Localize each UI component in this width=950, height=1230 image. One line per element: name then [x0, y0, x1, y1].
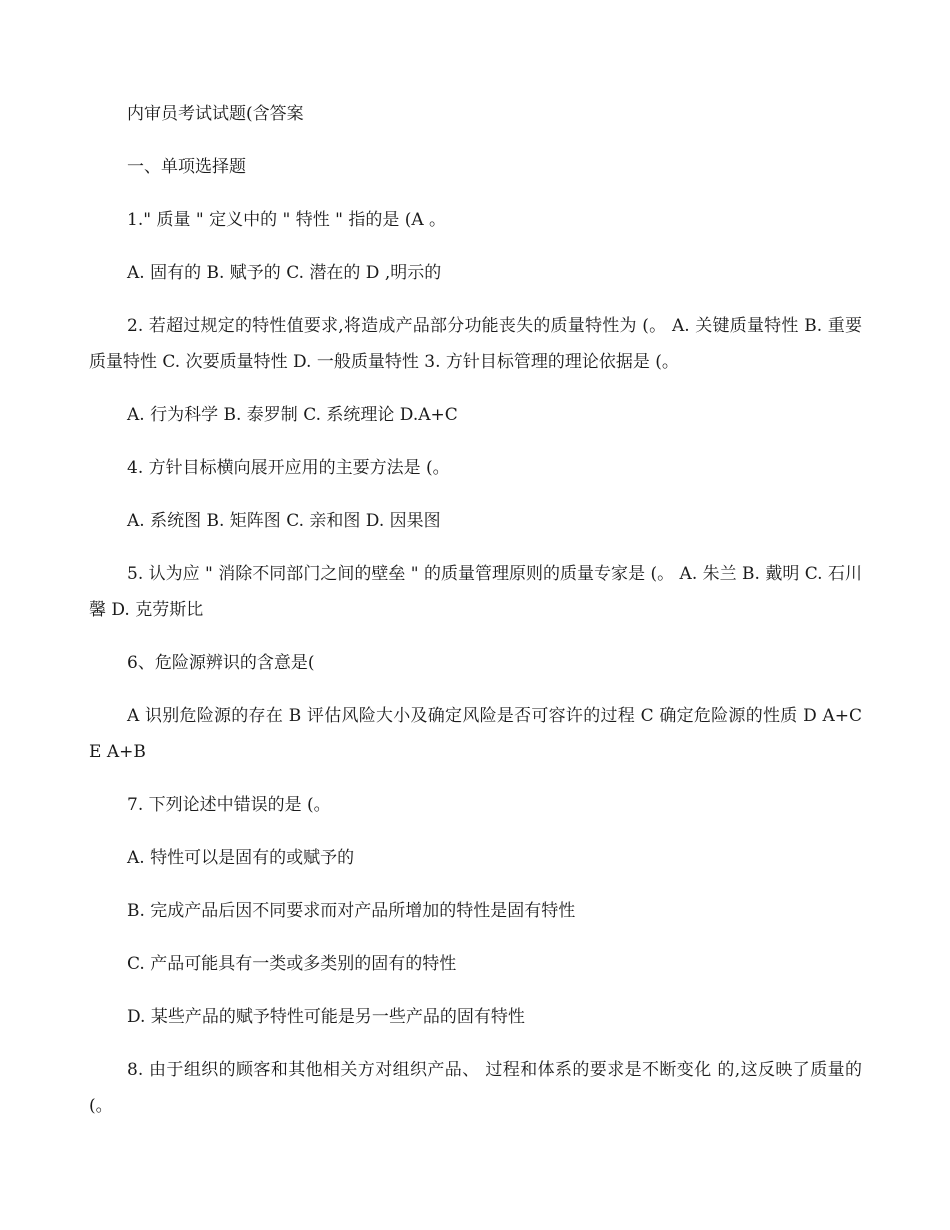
question-7-option-b: B. 完成产品后因不同要求而对产品所增加的特性是固有特性: [127, 901, 576, 921]
document-body: [89, 96, 862, 1141]
question-3-options: A. 行为科学 B. 泰罗制 C. 系统理论 D.A+C: [127, 405, 458, 425]
question-8: 8. 由于组织的顾客和其他相关方对组织产品、 过程和体系的要求是不断变化 的,这反映了质量的 (。: [89, 1060, 862, 1116]
question-6: 6、危险源辨识的含意是(: [127, 653, 315, 673]
question-6-options: A 识别危险源的存在 B 评估风险大小及确定风险是否可容许的过程 C 确定危险源的性质 D A+C E A+B: [89, 706, 862, 762]
question-2-3: 2. 若超过规定的特性值要求,将造成产品部分功能丧失的质量特性为 (。 A. 关键质量特性 B. 重要质量特性 C. 次要质量特性 D. 一般质量特性 3. 方针目标管理的理论依据是 (。: [89, 316, 862, 372]
question-1: 1." 质量 " 定义中的 " 特性 " 指的是 (A 。: [127, 210, 447, 230]
question-7: 7. 下列论述中错误的是 (。: [127, 795, 331, 815]
question-4: 4. 方针目标横向展开应用的主要方法是 (。: [127, 458, 450, 478]
question-4-options: A. 系统图 B. 矩阵图 C. 亲和图 D. 因果图: [127, 511, 441, 531]
question-1-options: A. 固有的 B. 赋予的 C. 潜在的 D ,明示的: [127, 263, 442, 283]
question-5: 5. 认为应 " 消除不同部门之间的壁垒 " 的质量管理原则的质量专家是 (。 A. 朱兰 B. 戴明 C. 石川馨 D. 克劳斯比: [89, 564, 862, 620]
question-7-option-a: A. 特性可以是固有的或赋予的: [127, 848, 355, 868]
question-7-option-d: D. 某些产品的赋予特性可能是另一些产品的固有特性: [127, 1007, 525, 1027]
question-7-option-c: C. 产品可能具有一类或多类别的固有的特性: [127, 954, 457, 974]
document-title: 内审员考试试题(含答案: [127, 104, 304, 124]
section-heading: 一、单项选择题: [127, 157, 246, 177]
